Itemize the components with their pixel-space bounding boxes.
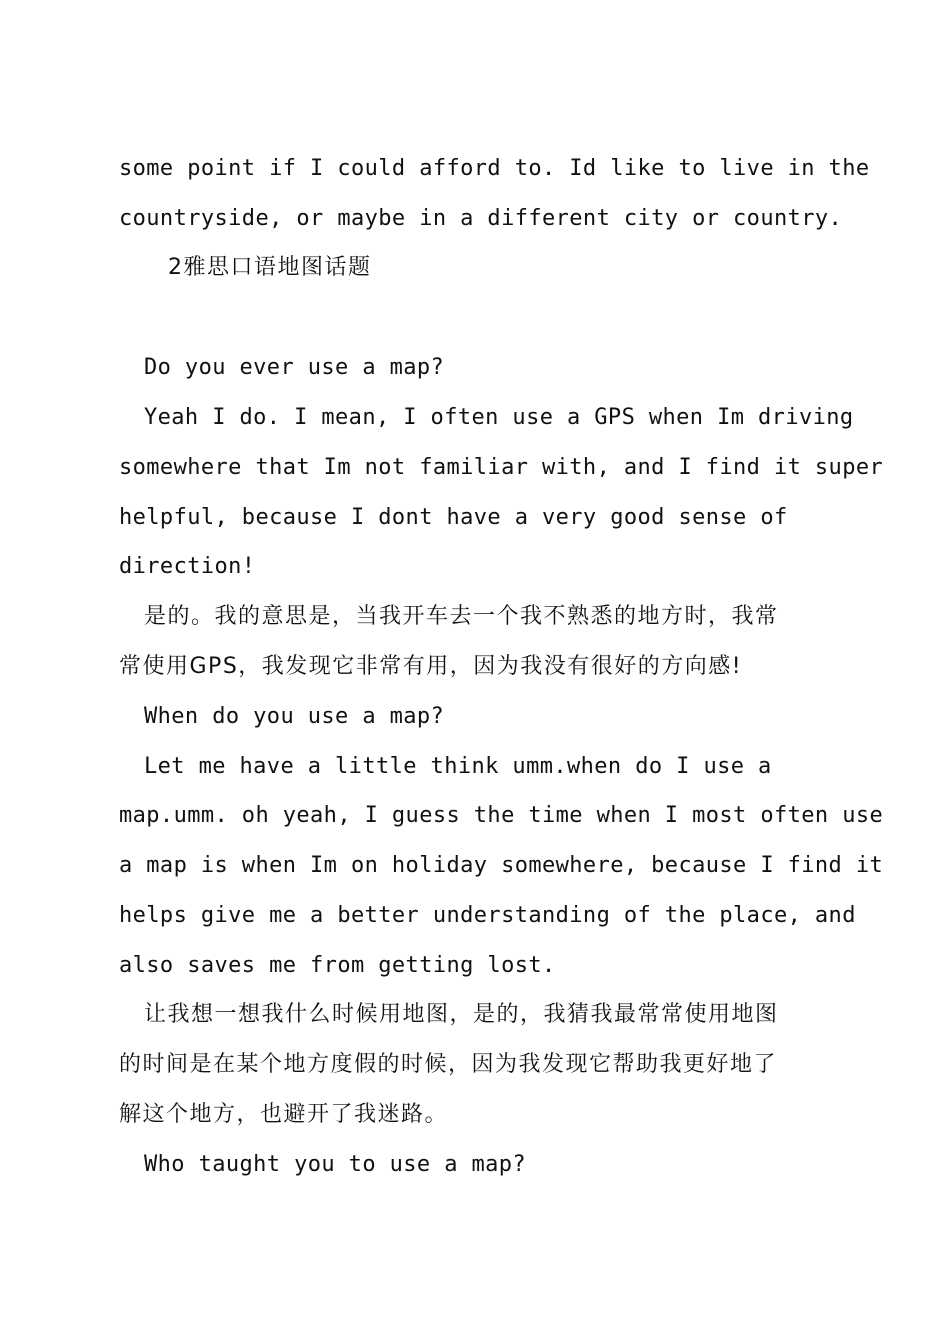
answer-text-line: helpful, because I dont have a very good sense of (119, 505, 788, 530)
body-text-line: countryside, or maybe in a different city or country. (119, 206, 843, 231)
answer-text-line: Yeah I do. I mean, I often use a GPS when Im driving (144, 405, 854, 430)
question-text: When do you use a map? (144, 704, 445, 729)
answer-text-line: direction! (119, 554, 256, 579)
answer-text-line: also saves me from getting lost. (119, 953, 556, 978)
answer-text-line: map.umm. oh yeah, I guess the time when I most often use (119, 803, 884, 828)
translation-text-line: 是的。我的意思是，当我开车去一个我不熟悉的地方时，我常 (144, 604, 779, 629)
body-text-line: some point if I could afford to. Id like to live in the (119, 156, 870, 181)
section-heading: 2雅思口语地图话题 (168, 255, 372, 280)
question-text: Who taught you to use a map? (144, 1152, 527, 1177)
answer-text-line: Let me have a little think umm.when do I use a (144, 754, 772, 779)
question-text: Do you ever use a map? (144, 355, 445, 380)
translation-text-line: 的时间是在某个地方度假的时候，因为我发现它帮助我更好地了 (119, 1052, 778, 1077)
answer-text-line: somewhere that Im not familiar with, and I find it super (119, 455, 884, 480)
translation-text-line: 常使用GPS，我发现它非常有用，因为我没有很好的方向感! (119, 654, 743, 679)
translation-text-line: 让我想一想我什么时候用地图，是的，我猜我最常常使用地图 (144, 1002, 779, 1027)
translation-text-line: 解这个地方，也避开了我迷路。 (119, 1102, 449, 1127)
answer-text-line: helps give me a better understanding of the place, and (119, 903, 856, 928)
answer-text-line: a map is when Im on holiday somewhere, because I find it (119, 853, 884, 878)
